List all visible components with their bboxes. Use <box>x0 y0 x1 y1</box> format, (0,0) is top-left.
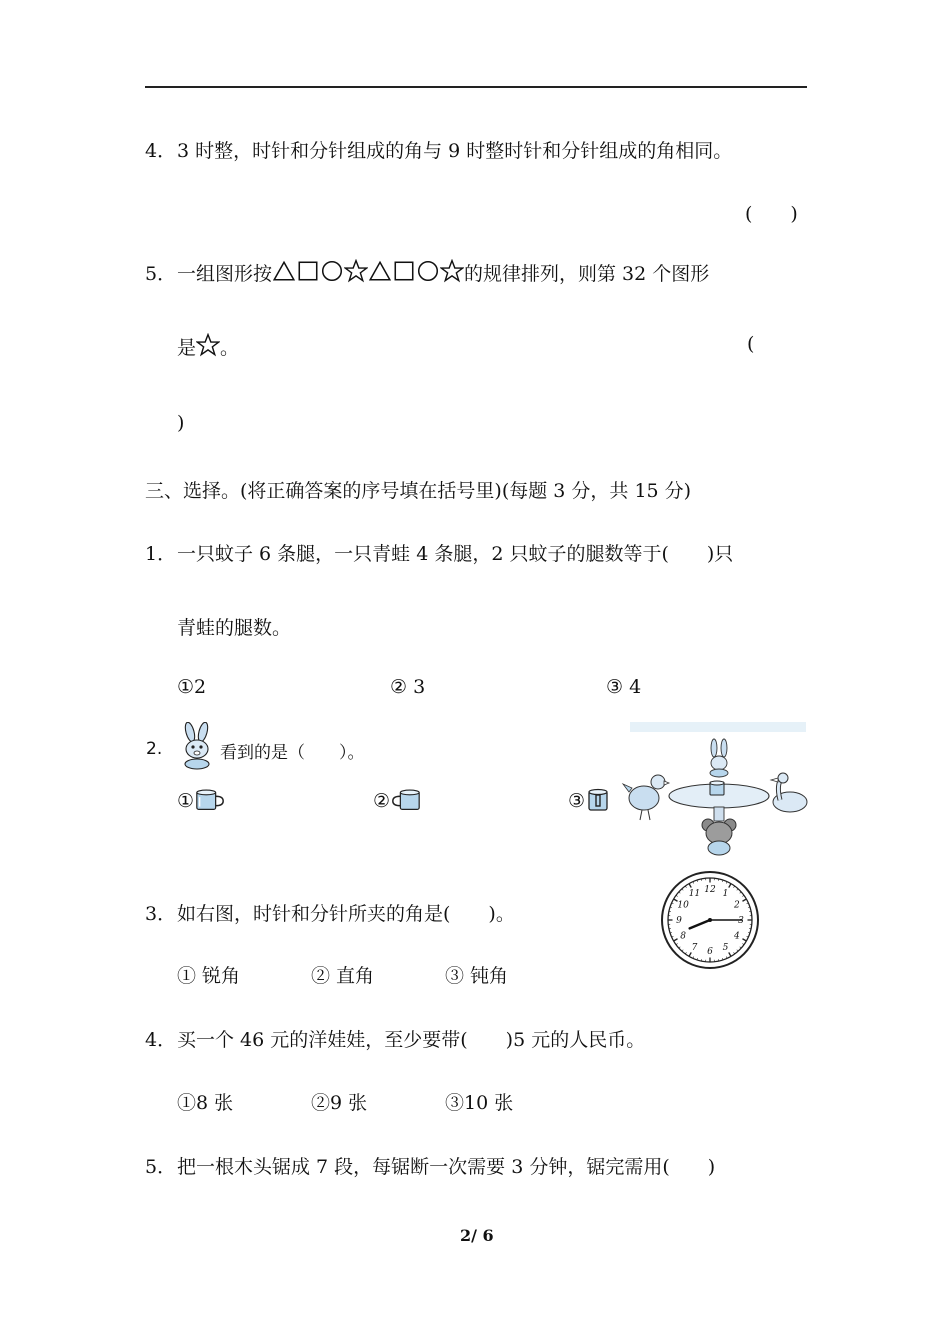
header-rule <box>145 86 807 88</box>
star-icon <box>344 259 368 283</box>
q3-2-option-3[interactable] <box>568 787 611 813</box>
clock-number: 1 <box>722 889 729 900</box>
option-mark: ② <box>373 790 391 812</box>
mug-icon <box>390 787 422 813</box>
clock-number: 3 <box>738 916 744 926</box>
rabbit-icon <box>710 739 728 777</box>
clock-number: 6 <box>707 947 713 957</box>
square-icon <box>296 259 320 283</box>
q2-5-number: 5． <box>145 263 177 285</box>
scene-banner <box>630 722 806 732</box>
q2-5-paren-close[interactable]: ) <box>177 412 185 434</box>
q2-5-text-b: 的规律排列，则第 32 个图形 <box>464 263 710 285</box>
mouse-icon <box>702 819 736 855</box>
q2-4-number: 4． <box>145 140 177 162</box>
q2-4-text: 3 时整，时针和分针组成的角与 9 时整时针和分针组成的角相同。 <box>177 140 733 162</box>
q2-5-text-d: 。 <box>220 337 240 359</box>
hen-icon <box>623 775 669 820</box>
circle-icon <box>320 259 344 283</box>
shape-pattern <box>272 263 464 285</box>
option-mark: ① <box>177 790 195 812</box>
clock-number: 12 <box>704 885 716 895</box>
q3-4-option-1[interactable]: ①8 张 <box>177 1092 234 1114</box>
clock-number: 10 <box>677 900 689 911</box>
q3-5-number: 5． <box>145 1156 177 1178</box>
square-icon <box>392 259 416 283</box>
q3-2-option-1[interactable] <box>177 787 226 813</box>
q3-2-number: 2. <box>146 739 163 759</box>
clock-number: 9 <box>676 916 682 926</box>
clock-center <box>708 918 712 922</box>
q3-3-text: 如右图，时针和分针所夹的角是( )。 <box>177 903 515 925</box>
q3-1-option-2[interactable]: ② 3 <box>390 676 426 698</box>
q2-4-answer-paren[interactable]: ( ) <box>745 203 798 225</box>
clock-number: 11 <box>688 889 701 900</box>
q3-1-line2: 青蛙的腿数。 <box>177 617 292 639</box>
q3-4-option-2[interactable]: ②9 张 <box>311 1092 368 1114</box>
q3-5-text: 把一根木头锯成 7 段，每锯断一次需要 3 分钟，锯完需用( ) <box>177 1156 716 1178</box>
mug-icon <box>194 787 226 813</box>
q3-1-line1: 一只蚊子 6 条腿，一只青蛙 4 条腿，2 只蚊子的腿数等于( )只 <box>177 543 734 565</box>
q3-4-number: 4． <box>145 1029 177 1051</box>
clock-number: 8 <box>680 931 687 942</box>
q2-5-text-a: 一组图形按 <box>177 263 273 285</box>
clock-number: 4 <box>733 931 740 942</box>
q3-2-text: 看到的是（ ）。 <box>220 743 365 763</box>
q3-3-option-1[interactable]: ① 锐角 <box>177 965 241 987</box>
clock-number: 2 <box>733 900 740 911</box>
clock-number: 7 <box>691 942 698 953</box>
q3-1-number: 1． <box>145 543 177 565</box>
q2-5-text-c: 是 <box>177 337 197 359</box>
option-mark: ③ <box>568 790 586 812</box>
clock-figure <box>658 868 762 972</box>
q3-4-text: 买一个 46 元的洋娃娃，至少要带( )5 元的人民币。 <box>177 1029 646 1051</box>
q3-3-option-3[interactable]: ③ 钝角 <box>445 965 509 987</box>
q3-1-option-1[interactable]: ①2 <box>177 676 207 698</box>
mug-icon <box>710 781 724 795</box>
duck-icon <box>771 773 807 812</box>
q3-1-option-3[interactable]: ③ 4 <box>606 676 642 698</box>
scene-illustration <box>620 718 816 858</box>
triangle-icon <box>368 259 392 283</box>
clock-number: 5 <box>722 942 729 953</box>
q3-3-number: 3． <box>145 903 177 925</box>
q2-5-line1 <box>177 259 709 286</box>
q3-3-option-2[interactable]: ② 直角 <box>311 965 375 987</box>
q3-4-option-3[interactable]: ③10 张 <box>445 1092 514 1114</box>
q2-5-line2 <box>177 333 239 360</box>
rabbit-icon <box>176 722 218 770</box>
q2-5-paren-open[interactable]: ( <box>747 333 755 355</box>
circle-icon <box>416 259 440 283</box>
page-number: 2/ 6 <box>460 1226 494 1245</box>
q3-2-option-2[interactable] <box>373 787 422 813</box>
star-icon <box>440 259 464 283</box>
triangle-icon <box>272 259 296 283</box>
star-icon <box>196 333 220 357</box>
section3-heading: 三、选择。(将正确答案的序号填在括号里)(每题 3 分，共 15 分) <box>145 480 692 502</box>
mug-icon <box>585 787 611 813</box>
